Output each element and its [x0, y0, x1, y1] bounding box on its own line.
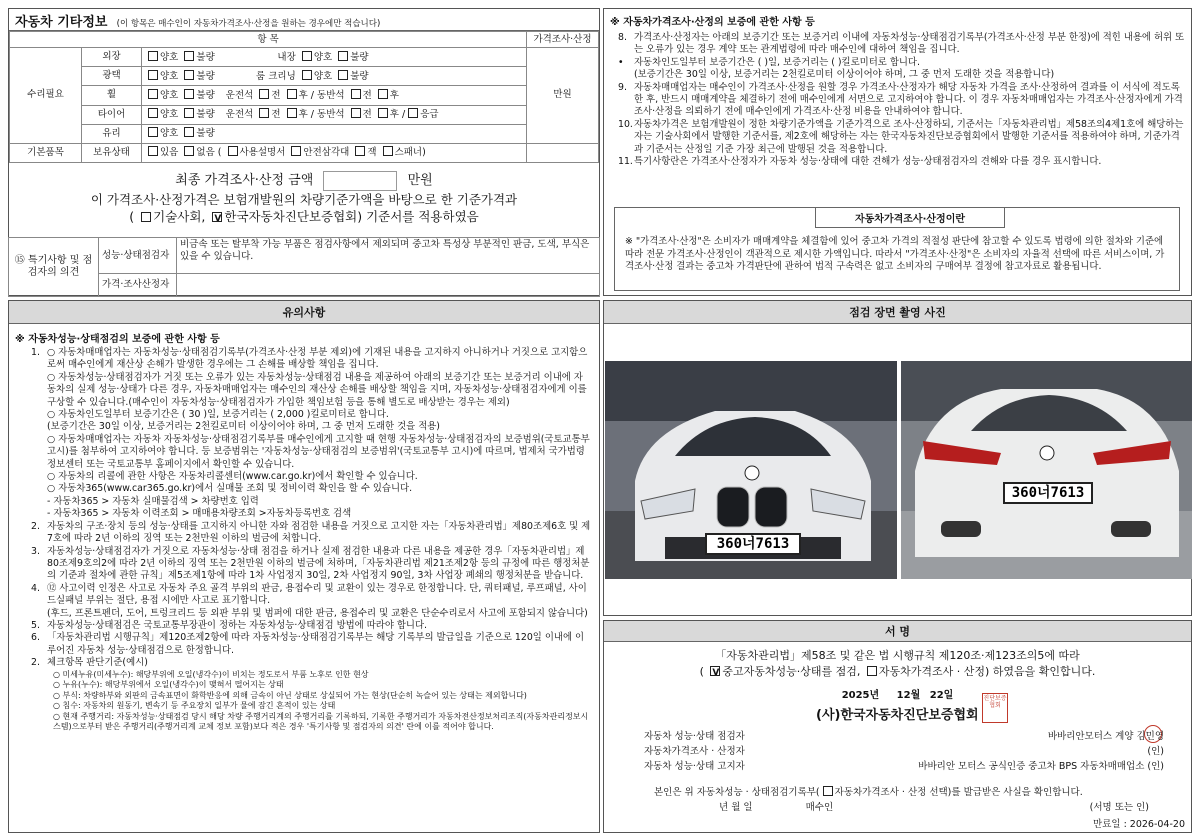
option-label: 불량 [196, 89, 215, 101]
passenger-label: 동반석 [317, 109, 345, 121]
notes-heading: ※ 자동차성능·상태점검의 보증에 관한 사항 등 [15, 334, 220, 345]
other-info-header [9, 9, 599, 31]
repair-table [9, 31, 599, 163]
item-number [31, 608, 47, 620]
list-item [31, 347, 591, 372]
basis-line1: 이 가격조사·산정가격은 보험개발원의 차량기준가액을 바탕으로 한 기준가격과 [90, 192, 518, 207]
sign-org: (사)한국자동차진단보증협회 [816, 708, 979, 723]
row-glass: 유리 [82, 124, 142, 143]
criteria-list [9, 670, 599, 733]
checkbox[interactable] [184, 108, 194, 118]
item-number: 2. [31, 657, 40, 669]
checkbox[interactable] [378, 89, 388, 99]
receipt-a: 본인은 위 자동차성능 · 상태점검기록부( [654, 787, 820, 798]
option-label: 전 [271, 109, 281, 121]
option-label: 후 [389, 89, 399, 101]
checkbox[interactable] [184, 89, 194, 99]
notes-section [8, 300, 600, 833]
checkbox-perf[interactable] [710, 666, 720, 676]
item-text: - 자동차365 > 자동차 실매물검색 > 차량번호 입력 [47, 495, 259, 507]
sign-row [644, 744, 1164, 759]
checkbox[interactable] [228, 146, 238, 156]
sign-row-label: 자동차 성능·상태 점검자 [644, 731, 745, 742]
item-text: - 자동차365 > 자동차 이력조회 > 매매용차량조회 >자동차등록번호 검색 [47, 508, 352, 520]
passenger-label: 동반석 [317, 89, 345, 101]
checkbox-assoc[interactable] [212, 212, 222, 222]
checkbox[interactable] [291, 146, 301, 156]
sign-line2a: 중고자동차성능·상태를 점검, [722, 665, 861, 678]
option-label: 불량 [196, 128, 215, 140]
checkbox-price[interactable] [867, 666, 877, 676]
checkbox[interactable] [184, 51, 194, 61]
option-label: 불량 [196, 70, 215, 82]
repair-label: 수리필요 [10, 48, 82, 144]
criteria-item: ○ 누유(누수): 해당부위에서 오일(냉각수)이 맺혀서 떨어지는 상태 [53, 680, 284, 690]
photos-section [603, 300, 1192, 616]
checkbox[interactable] [148, 51, 158, 61]
item-number: 9. [618, 81, 627, 93]
item-number [618, 69, 634, 81]
basis-line2: ( 기술사회, V 한국자동차진단보증협회) 기준서를 적용하였음 [9, 208, 599, 225]
checkbox[interactable] [148, 89, 158, 99]
checkbox[interactable] [351, 108, 361, 118]
list-item [31, 583, 591, 608]
item-text: ○ 자동차매매업자는 자동차 자동차성능·상태점검기록부를 매수인에게 고지할 때 현행 자동차성능·상태점검자의 보증범위(국토교통부 고시)를 첨부하여 고지하여야 합니다. 등 보증범위는 '자동차성능·상태점검의 보증범위'(국토교통부 고시)에 따르며, 법제처 국가법령정보센터 또는 국토교통부 홈페이지에서 확인할 수 있습니다. [47, 433, 590, 470]
item-text: (후드, 프론트펜더, 도어, 트렁크리드 등 외판 부위 및 범퍼에 대한 판금, 용접수리 및 교환은 단순수리로서 사고에 포함되지 않습니다) [47, 607, 588, 619]
sign-line2: ( V중고자동차성능·상태를 점검, 자동차가격조사 · 산정) 하였음을 확인합니다. [604, 664, 1191, 680]
rear-license-plate: 360너7613 [1003, 482, 1093, 504]
criteria-item: ○ 침수: 자동차의 원동기, 변속기 등 주요장치 일부가 물에 잠긴 흔적이 있는 상태 [53, 701, 336, 711]
rear-car-photo [901, 361, 1192, 579]
option-label: 사용설명서 [239, 147, 286, 159]
option-label: 전 [271, 89, 281, 101]
list-item [31, 471, 591, 483]
item-number: 6. [31, 632, 40, 644]
checkbox[interactable] [184, 70, 194, 80]
signature-section [603, 620, 1192, 833]
item-number [31, 471, 47, 483]
buyer-label: 매수인 [805, 802, 834, 813]
basic-label: 기본품목 [10, 143, 82, 162]
item-number: 1. [31, 347, 40, 358]
option-label: 전 [362, 89, 372, 101]
org-seal [982, 693, 1008, 723]
item-text: 자동차성능·상태점검은 국토교통부장관이 정하는 자동차성능·상태점검 방법에 따라야 합니다. [47, 619, 428, 631]
row-exterior: 외장 [82, 48, 142, 67]
sign-rows [644, 729, 1164, 774]
option-label: 후 [298, 89, 308, 101]
item-text: 자동차인도일부터 보증기간은 ( )일, 보증거리는 ( )킬로미터로 합니다. [634, 56, 920, 68]
sign-row-value: 바바리안모터스 계양 김민영 [1047, 731, 1164, 742]
option-label: 양호 [160, 128, 179, 140]
item-text: ⑫ 사고이력 인정은 사고로 자동차 주요 골격 부위의 판금, 용접수리 및 교환이 있는 경우로 한정합니다. 단, 쿼터패널, 루프패널, 사이드실패널 부위는 절단, 용접 시에만 사고로 표기합니다. [47, 582, 587, 607]
sign-day: 22일 [929, 690, 954, 701]
list-item [31, 409, 591, 421]
basis-tech-label: 기술사회, [153, 209, 206, 224]
final-price-label: 최종 가격조사·산정 금액 [175, 173, 314, 188]
option-label: 양호 [160, 89, 179, 101]
special-label: ⑮ 특기사항 및 점검자의 의견 [9, 238, 99, 297]
row-tire: 타이어 [82, 105, 142, 124]
checkbox[interactable] [408, 108, 418, 118]
option-label: 안전삼각대 [303, 147, 350, 159]
item-number: 8. [618, 32, 627, 43]
list-item [31, 372, 591, 409]
sign-year: 2025년 [841, 690, 880, 701]
checkbox[interactable] [148, 127, 158, 137]
wheel-options: 양호 불량 운전석 전 후 / 동반석 전 후 [142, 86, 527, 105]
list-item [31, 483, 591, 495]
checkbox[interactable] [351, 89, 361, 99]
item-number: 4. [31, 582, 40, 594]
item-text: ○ 자동차성능·상태점검자가 거짓 또는 오류가 있는 자동차성능·상태점검 내용을 제공하여 아래의 보증기간 또는 보증거리 이내에 자동차의 실제 성능·상태가 다른 경우, 자동차매매업자는 매수인의 재산상 손해를 배상할 책임을 지며, 자동차성능·상태점검자에게 이를 구상할 수 있습니다.(매수인이 자동차성능·상태점검자가 가입한 책임보험 등을 통해 별도로 배상받는 경우는 제외) [47, 371, 587, 408]
other-info-subtitle: (이 항목은 매수인이 자동차가격조사·산정을 원하는 경우에만 적습니다) [116, 19, 381, 29]
item-text: 체크항목 판단기준(예시) [47, 657, 148, 669]
criteria-item: ○ 부식: 차량하부와 외판의 금속표면이 화학반응에 의해 금속이 아닌 상태로 상실되어 가는 현상(단순히 녹슬어 있는 상태는 제외합니다) [53, 690, 527, 700]
driver-label: 운전석 [225, 89, 254, 101]
item-number: 11. [618, 156, 633, 168]
checkbox[interactable] [259, 89, 269, 99]
what-is-box [614, 207, 1180, 291]
list-item [31, 521, 591, 546]
item-number [31, 372, 47, 409]
sign-row [644, 759, 1164, 774]
option-label: 잭 [367, 147, 377, 159]
price-inspector-label: 가격·조사산정자 [99, 274, 177, 297]
item-number [31, 409, 47, 421]
option-label: 불량 [196, 51, 215, 63]
buyer-line [719, 799, 1149, 813]
option-label: 양호 [160, 109, 179, 121]
option-label: 있음 [160, 147, 179, 159]
item-text: ○ 자동차의 리콜에 관한 사항은 자동차리콜센터(www.car.go.kr)에서 확인할 수 있습니다. [47, 471, 418, 483]
list-item [618, 119, 1185, 156]
item-text: 가격조사·산정자는 아래의 보증기간 또는 보증거리 이내에 자동차성능·상태점검기록부(가격조사·산정 부분 한정)에 적힌 내용에 허위 또는 오류가 있는 경우 계약 또는 관계법령에 따라 매수인에 대하여 책임을 집니다. [634, 32, 1185, 56]
price-guarantee-list [610, 32, 1185, 168]
front-license-plate: 360너7613 [705, 533, 801, 555]
item-number [31, 421, 47, 433]
option-label: 불량 [196, 109, 215, 121]
item-number: 10. [618, 118, 633, 130]
item-text: ○ 자동차매매업자는 자동차성능·상태점검기록부(가격조사·산정 부분 제외)에 기재된 내용을 고지하지 아니하거나 거짓으로 고지함으로써 매수인에게 재산상 손해가 발생한 경우에는 그 손해를 배상할 책임을 집니다. [47, 347, 588, 371]
checkbox[interactable] [287, 108, 297, 118]
sign-line2b: 자동차가격조사 · 산정) 하였음을 확인합니다. [878, 665, 1096, 678]
item-text: ○ 자동차인도일부터 보증기간은 ( 30 )일, 보증거리는 ( 2,000 )킬로미터로 합니다. [47, 409, 389, 421]
possession-options: 있음 없음 ( 사용설명서 안전삼각대 잭 스패너) [142, 143, 527, 162]
checkbox[interactable] [148, 108, 158, 118]
col-item-header: 항 목 [10, 32, 527, 48]
sign-date [604, 686, 1191, 701]
checkbox-tech[interactable] [141, 212, 151, 222]
checkbox[interactable] [355, 146, 365, 156]
item-text: ○ 자동차365(www.car365.go.kr)에서 실매물 조회 및 정비이력 확인을 할 수 있습니다. [47, 483, 413, 495]
receipt-line [654, 784, 1083, 798]
sign-row-value: 바바리안 모터스 공식인증 중고차 BPS 자동차매매업소 (인) [918, 761, 1164, 772]
sign-row [644, 729, 1164, 744]
final-price-unit: 만원 [407, 173, 433, 188]
sign-line1: 「자동차관리법」제58조 및 같은 법 시행규칙 제120조·제123조의5에 따라 [715, 649, 1080, 662]
perf-text: 비금속 또는 탈부착 가능 부품은 점검사항에서 제외되며 중고차 특성상 부분적인 판금, 도색, 부식은 있을 수 있습니다. [177, 238, 600, 274]
checkbox[interactable] [148, 70, 158, 80]
list-item [618, 57, 1185, 69]
what-is-title: 자동차가격조사·산정이란 [815, 207, 1005, 228]
option-label: 양호 [160, 51, 179, 63]
option-label: 후 [298, 109, 308, 121]
list-item [31, 508, 591, 520]
item-number [31, 496, 47, 508]
perf-label: 성능·상태점검자 [99, 238, 177, 274]
sign-row-value: (인) [1147, 746, 1164, 757]
expiry-date: 만료일 : 2026-04-20 [1093, 819, 1185, 830]
gloss-options [142, 67, 527, 86]
checkbox[interactable] [184, 146, 194, 156]
checkbox[interactable] [184, 127, 194, 137]
list-item [618, 69, 1185, 81]
checkbox[interactable] [259, 108, 269, 118]
option-label: 양호 [160, 70, 179, 82]
list-item [31, 434, 591, 471]
item-text: 자동차의 구조·장치 등의 성능·상태를 고지하지 아니한 자와 점검한 내용을 거짓으로 고지한 자는「자동차관리법」제80조제6호 및 제7호에 따라 2년 이하의 징역 또는 2천만원 이하의 벌금에 처합니다. [47, 520, 591, 545]
price-guarantee-section [603, 8, 1192, 296]
row-wheel: 휠 [82, 86, 142, 105]
item-number: 3. [31, 545, 40, 557]
notes-list [9, 347, 599, 670]
row-interior: 내장 [277, 51, 296, 63]
photos-title: 점검 장면 촬영 사진 [604, 301, 1191, 324]
item-number [31, 434, 47, 471]
sign-month: 12월 [896, 690, 921, 701]
checkbox-receipt[interactable] [823, 786, 833, 796]
special-table [8, 237, 600, 297]
sign-row-label: 자동차 성능·상태 고지자 [644, 761, 745, 772]
checkbox[interactable] [302, 51, 312, 61]
list-item [31, 632, 591, 657]
buyer-sign: (서명 또는 인) [1089, 802, 1149, 813]
list-item [618, 82, 1185, 119]
list-item [31, 608, 591, 620]
option-label: 스패너 [394, 147, 423, 159]
criteria-item: ○ 미세누유(미세누수): 해당부위에 오일(냉각수)이 비치는 정도로서 부품 노후로 인한 현상 [53, 669, 369, 679]
option-label: 전 [362, 109, 372, 121]
checkbox[interactable] [287, 89, 297, 99]
row-possession: 보유상태 [82, 143, 142, 162]
notes-title: 유의사항 [9, 301, 599, 324]
final-price-input[interactable] [323, 171, 397, 191]
option-label: 양호 [313, 51, 333, 63]
item-number [31, 483, 47, 495]
item-number: 2. [31, 520, 40, 532]
price-manwon: 만원 [527, 48, 599, 144]
rear-car-image [901, 361, 1192, 579]
exterior-options [142, 48, 527, 67]
col-price-header: 가격조사·산정 [527, 32, 599, 48]
row-room-cleaning: 룸 크리닝 [256, 70, 296, 82]
list-item [618, 32, 1185, 57]
item-number: • [618, 56, 624, 68]
price-guarantee-heading: ※ 자동차가격조사·산정의 보증에 관한 사항 등 [610, 17, 815, 28]
checkbox[interactable] [148, 146, 158, 156]
item-text: 「자동차관리법 시행규칙」제120조제2항에 따라 자동차성능·상태점검기록부는 해당 기록부의 발급일을 기준으로 120일 이내에 이루어진 자동차 성능·상태점검으로 한정합니다. [47, 632, 585, 656]
front-car-photo [605, 361, 897, 579]
receipt-b: 자동차가격조사 · 산정 선택)를 발급받은 사실을 확인합니다. [834, 787, 1083, 798]
sign-row-label: 자동차가격조사 · 산정자 [644, 746, 745, 757]
list-item [31, 657, 591, 669]
checkbox[interactable] [338, 70, 348, 80]
item-text: 자동차가격은 보험개발원이 정한 차량기준가액을 기준가격으로 조사·산정하되, 기준서는「자동차관리법」제58조의4제1호에 해당하는 자는 기술사회에서 발행한 기준서를, 제2호에 해당하는 자는 한국자동차진단보증협회에서 발행한 기준서를 적용하여야 하며, 기준가격과 기준서는 산정일 기준 가장 최근에 발행된 것을 적용합니다. [634, 118, 1184, 155]
buyer-date: 년 월 일 [719, 802, 753, 813]
tire-options: 양호 불량 운전석 전 후 / 동반석 전 후 / 응급 [142, 105, 527, 124]
item-number: 5. [31, 619, 40, 631]
list-item [31, 620, 591, 632]
item-text: 자동차성능·상태점검자가 거짓으로 자동차성능·상태 점검을 하거나 실제 점검한 내용과 다른 내용을 제공한 경우「자동차관리법」제80조제9호의2에 따라 2년 이하의 징역 또는 2천만원 이하의 벌금에 처하며,「자동차관리법 제21조제2항 등의 규정에 따른 행정처분의 기준과 절차에 관한 규칙」제5조제1항에 따라 1차 사업정지 30일, 2차 사업정지 90일, 3차 사업장 폐쇄의 행정처분을 받습니다. [47, 545, 590, 582]
item-text: 자동차매매업자는 매수인이 가격조사·산정을 원할 경우 가격조사·산정자가 해당 자동차 가격을 조사·산정하여 결과를 이 서식에 적도록 한 후, 반드시 매매계약을 체결하기 전에 매수인에게 서면으로 고지하여야 합니다. 이 경우 자동차매매업자는 가격조사·산정자에게 가격조사·산정을 의뢰하기 전에 매수인에게 가격조사·산정 비용을 안내하여야 합니다. [634, 81, 1183, 118]
driver-label: 운전석 [225, 109, 254, 121]
list-item [31, 421, 591, 433]
item-text: (보증기간은 30일 이상, 보증거리는 2천킬로미터 이상이어야 하며, 그 중 먼저 도래한 것을 적용) [47, 421, 440, 433]
option-label: 양호 [313, 70, 333, 82]
option-label: 불량 [350, 70, 369, 82]
list-item [31, 496, 591, 508]
final-price-row [9, 163, 599, 191]
checkbox[interactable] [378, 108, 388, 118]
row-gloss: 광택 [82, 67, 142, 86]
option-label: 응급 [420, 109, 439, 121]
checkbox[interactable] [302, 70, 312, 80]
option-label: 없음 [196, 147, 215, 159]
glass-options [142, 124, 527, 143]
basis-assoc-label: 한국자동차진단보증협회) 기준서를 적용하였음 [224, 209, 479, 224]
option-label: 후 [389, 109, 399, 121]
item-text: 특기사항란은 가격조사·산정자가 자동차 성능·상태에 대한 견해가 성능·상태점검자의 견해와 다를 경우 표시합니다. [634, 156, 1102, 168]
basis-text [9, 191, 599, 225]
checkbox[interactable] [383, 146, 393, 156]
item-number [31, 508, 47, 520]
list-item [31, 546, 591, 583]
other-info-section [8, 8, 600, 296]
list-item [618, 156, 1185, 168]
criteria-item: ○ 현재 주행거리: 자동차성능·상태점검 당시 해당 차량 주행거리계의 주행거리를 기록하되, 기록한 주행거리가 자동차전산정보처리조직(자동차관리정보시스템)으로부터 받은 주행거리(주행거리계 교체 정보 포함)보다 적은 경우 '특기사항 및 점검자의 의견' 란에 이를 적어야 합니다. [53, 711, 589, 732]
sign-statement [604, 648, 1191, 680]
checkbox[interactable] [338, 51, 348, 61]
signature-title: 서 명 [604, 621, 1191, 642]
item-text: (보증기간은 30일 이상, 보증거리는 2천킬로미터 이상이어야 하며, 그 중 먼저 도래한 것을 적용합니다) [634, 69, 1055, 81]
seal-text: 진단보증협회 [983, 695, 1007, 709]
option-label: 불량 [350, 51, 369, 63]
what-is-text: ※ "가격조사·산정"은 소비자가 매매계약을 체결함에 있어 중고차 가격의 적절성 판단에 참고할 수 있도록 법령에 의한 절차와 기준에 따라 전문 가격조사·산정인이 객관적으로 제시한 가액입니다. 따라서 "가격조사·산정"은 소비자의 자율적 선택에 따른 서비스이며, 가격조사·산정 결과는 중고차 가격판단에 관하여 법적 구속력은 없고 소비자의 구매여부 결정에 참고자료로 활용됩니다. [625, 236, 1165, 272]
other-info-title: 자동차 기타정보 [15, 15, 108, 30]
